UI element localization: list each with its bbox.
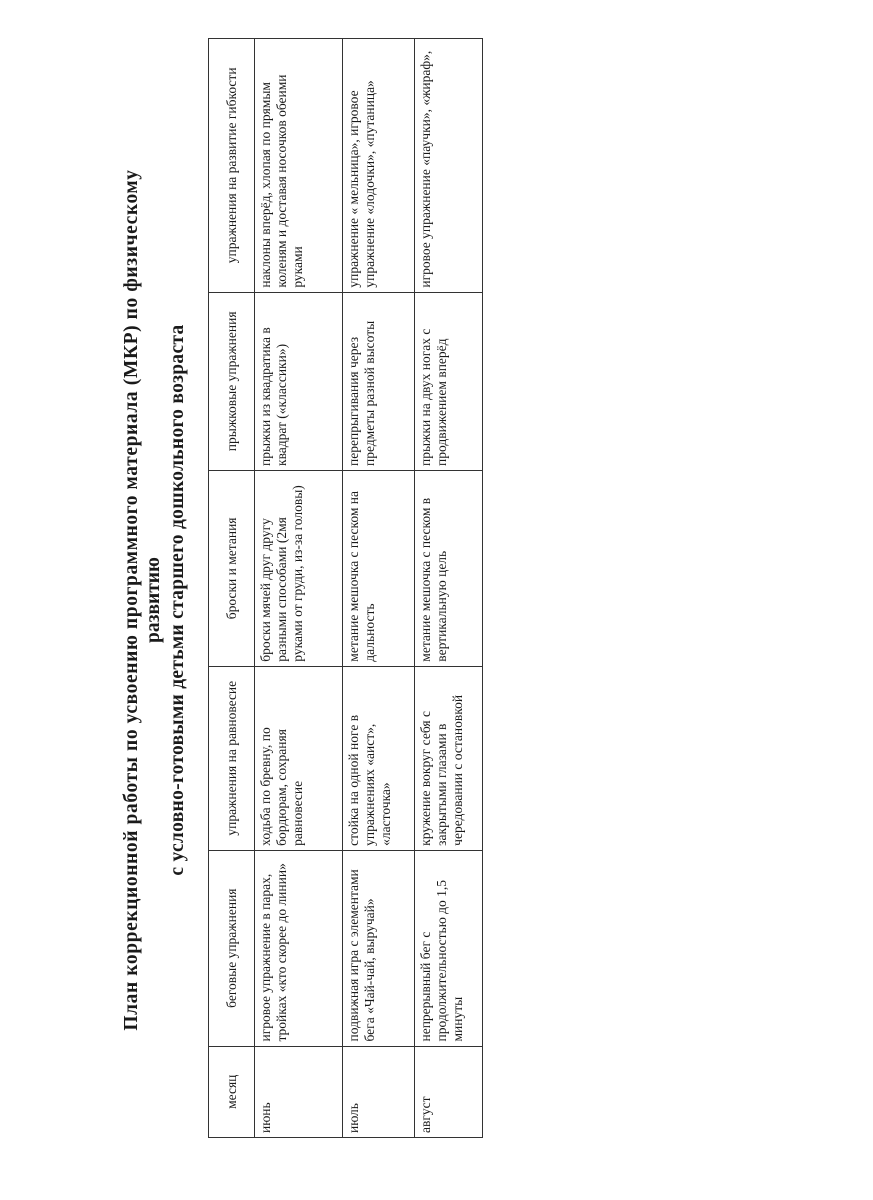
document-title-line-2: развитию (143, 557, 164, 643)
header-month: месяц (209, 1046, 255, 1137)
header-running: беговые упражнения (209, 850, 255, 1046)
cell-flexibility: игровое упражнение «паучки», «жираф», (415, 39, 483, 293)
cell-balance: кружение вокруг себя с закрытыми глазами в чередовании с остановкой (415, 666, 483, 850)
cell-running: игровое упражнение в парах, тройках «кто скорее до линии» (255, 850, 343, 1046)
rotated-page-content (120, 30, 820, 1170)
cell-month: август (415, 1046, 483, 1137)
plan-table (208, 38, 483, 1138)
cell-balance: стойка на одной ноге в упражнениях «аист», «ласточка» (343, 666, 415, 850)
cell-jumping: перепрыгивания через предметы разной высоты (343, 292, 415, 470)
cell-flexibility: наклоны вперёд, хлопая по прямым коленям и доставая носочков обеими руками (255, 39, 343, 293)
document-title-line-1: План коррекционной работы по усвоению программного материала (МКР) по физическому (121, 169, 142, 1031)
header-throwing: броски и метания (209, 470, 255, 666)
cell-jumping: прыжки на двух ногах с продвижением вперёд (415, 292, 483, 470)
cell-month: июнь (255, 1046, 343, 1137)
table-row (255, 39, 343, 1138)
table-header-row (209, 39, 255, 1138)
cell-running: непрерывный бег с продолжительностью до 1,5 минуты (415, 850, 483, 1046)
header-flexibility: упражнения на развитие гибкости (209, 39, 255, 293)
cell-month: июль (343, 1046, 415, 1137)
document-subtitle: с условно-готовыми детьми старшего дошкольного возраста (167, 324, 188, 876)
cell-throwing: броски мячей друг другу разными способами (2мя руками от груди, из-за головы) (255, 470, 343, 666)
header-jumping: прыжковые упражнения (209, 292, 255, 470)
cell-throwing: метание мешочка с песком в вертикальную цель (415, 470, 483, 666)
cell-flexibility: упражнение « мельница», игровое упражнение «лодочки», «путаница» (343, 39, 415, 293)
cell-jumping: прыжки из квадратика в квадрат («классики») (255, 292, 343, 470)
cell-running: подвижная игра с элементами бега «Чай-чай, выручай» (343, 850, 415, 1046)
cell-balance: ходьба по бревну, по бордюрам, сохраняя равновесие (255, 666, 343, 850)
header-balance: упражнения на равновесие (209, 666, 255, 850)
table-row (415, 39, 483, 1138)
table-row (343, 39, 415, 1138)
cell-throwing: метание мешочка с песком на дальность (343, 470, 415, 666)
